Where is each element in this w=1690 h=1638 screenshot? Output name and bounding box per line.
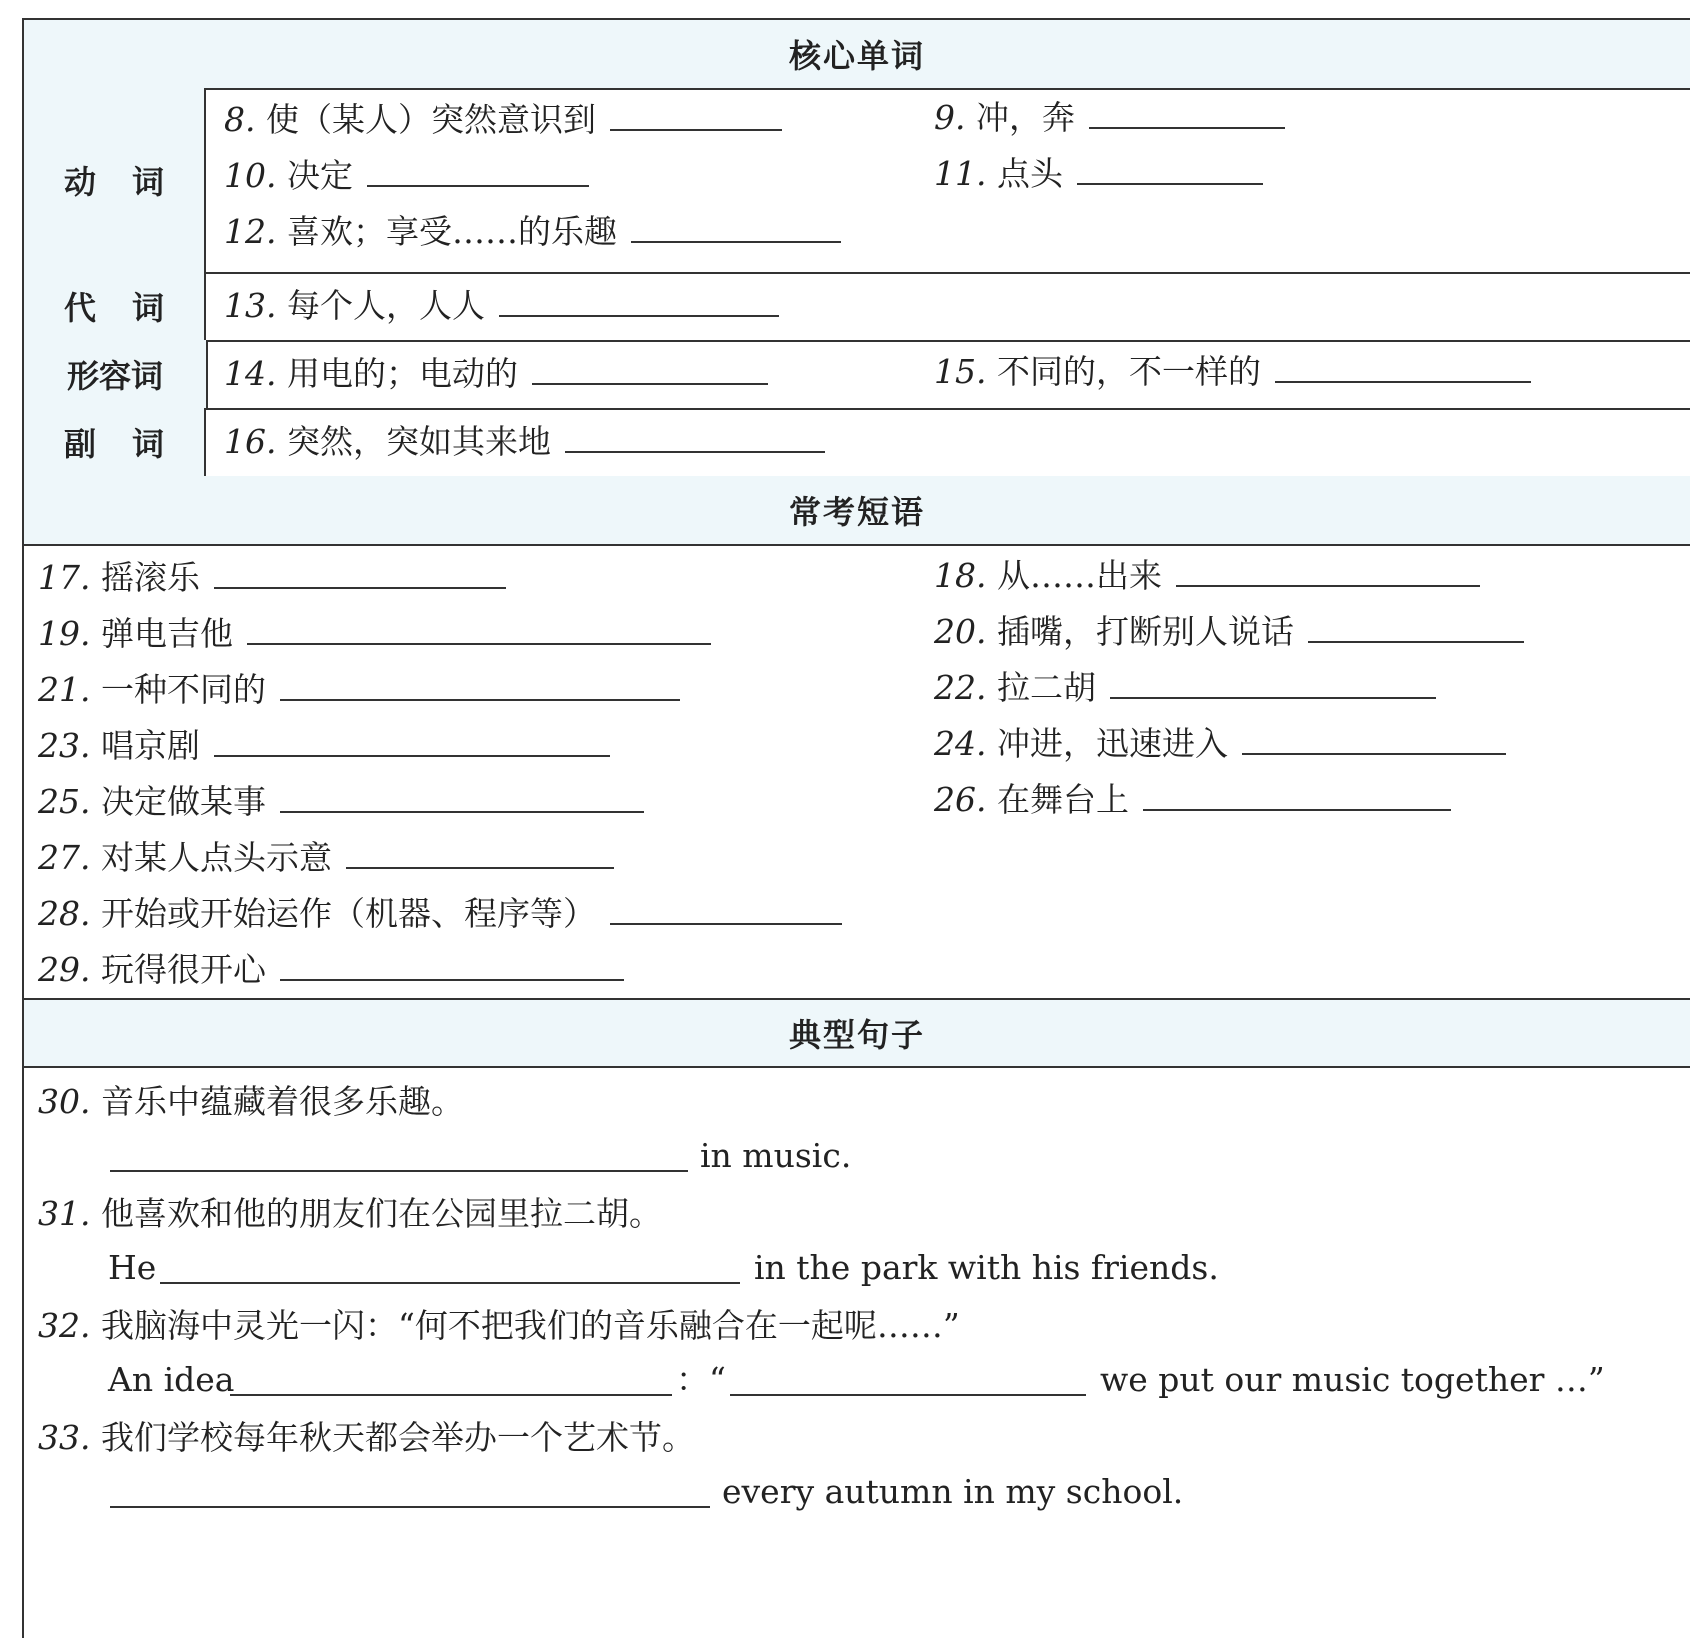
- item-number: 13.: [224, 286, 277, 325]
- answer-blank[interactable]: [160, 1282, 740, 1284]
- sentence-30-prompt: [38, 1082, 464, 1122]
- phrase-item-20: [934, 612, 1524, 652]
- item-number: 17.: [38, 558, 91, 597]
- answer-blank[interactable]: [214, 727, 610, 757]
- section-header-core: 核心单词: [24, 20, 1690, 90]
- phrase-item-25: [38, 782, 644, 822]
- item-text: 从……出来: [996, 556, 1162, 595]
- item-text: 冲进，迅速进入: [996, 724, 1228, 763]
- answer-blank[interactable]: [1308, 613, 1524, 643]
- item-number: 11.: [934, 154, 987, 193]
- item-number: 21.: [38, 670, 91, 709]
- phrase-item-19: [38, 614, 711, 654]
- phrase-item-23: [38, 726, 610, 766]
- answer-blank[interactable]: [565, 423, 825, 453]
- item-text: 拉二胡: [996, 668, 1096, 707]
- item-number: 32.: [38, 1306, 91, 1345]
- phrase-item-22: [934, 668, 1436, 708]
- phrase-item-17: [38, 558, 506, 598]
- item-number: 9.: [934, 98, 966, 137]
- item-text: 用电的；电动的: [286, 354, 518, 393]
- item-text: 摇滚乐: [100, 558, 200, 597]
- item-number: 15.: [934, 352, 987, 391]
- word-item-13: [224, 286, 779, 326]
- answer-blank[interactable]: [346, 839, 614, 869]
- sentence-32-colon: ：“: [676, 1360, 726, 1399]
- category-adverb: 副词: [24, 408, 206, 476]
- section-header-sentences: 典型句子: [24, 1000, 1690, 1068]
- item-number: 12.: [224, 212, 277, 251]
- word-item-9: [934, 98, 1285, 138]
- answer-blank[interactable]: [1275, 353, 1531, 383]
- item-number: 18.: [934, 556, 987, 595]
- answer-blank[interactable]: [499, 287, 779, 317]
- answer-blank[interactable]: [532, 355, 768, 385]
- sentence-chinese: 我脑海中灵光一闪：“何不把我们的音乐融合在一起呢……”: [100, 1306, 960, 1345]
- answer-blank[interactable]: [1143, 781, 1451, 811]
- item-number: 23.: [38, 726, 91, 765]
- answer-blank[interactable]: [280, 783, 644, 813]
- sentence-chinese: 他喜欢和他的朋友们在公园里拉二胡。: [100, 1194, 662, 1233]
- item-number: 30.: [38, 1082, 91, 1121]
- answer-blank[interactable]: [1110, 669, 1436, 699]
- item-text: 决定做某事: [100, 782, 266, 821]
- category-adjective: 形容词: [24, 340, 208, 408]
- item-number: 29.: [38, 950, 91, 989]
- answer-blank[interactable]: [110, 1506, 710, 1508]
- section-header-phrases: 常考短语: [24, 476, 1690, 546]
- word-item-10: [224, 156, 589, 196]
- word-item-11: [934, 154, 1263, 194]
- item-text: 突然，突如其来地: [286, 422, 551, 461]
- item-text: 不同的，不一样的: [996, 352, 1261, 391]
- exercise-sheet: [22, 18, 1690, 1638]
- sentence-30-tail: in music.: [700, 1136, 852, 1175]
- answer-blank[interactable]: [110, 1170, 688, 1172]
- sentence-31-prompt: [38, 1194, 662, 1234]
- sentence-32-tail: we put our music together …”: [1100, 1360, 1605, 1399]
- sentence-32-prompt: [38, 1306, 960, 1346]
- phrase-item-26: [934, 780, 1451, 820]
- phrase-item-28: [38, 894, 842, 934]
- item-text: 决定: [286, 156, 353, 195]
- answer-blank[interactable]: [730, 1394, 1086, 1396]
- answer-blank[interactable]: [631, 213, 841, 243]
- answer-blank[interactable]: [610, 101, 782, 131]
- item-text: 一种不同的: [100, 670, 266, 709]
- item-text: 点头: [996, 154, 1063, 193]
- item-text: 唱京剧: [100, 726, 200, 765]
- item-number: 16.: [224, 422, 277, 461]
- item-text: 玩得很开心: [100, 950, 266, 989]
- word-item-8: [224, 100, 782, 140]
- sentence-chinese: 音乐中蕴藏着很多乐趣。: [100, 1082, 464, 1121]
- item-number: 20.: [934, 612, 987, 651]
- item-text: 冲，奔: [976, 98, 1075, 137]
- answer-blank[interactable]: [610, 895, 842, 925]
- item-number: 19.: [38, 614, 91, 653]
- item-number: 10.: [224, 156, 277, 195]
- item-number: 14.: [224, 354, 277, 393]
- sentence-31-head: He: [108, 1248, 157, 1287]
- answer-blank[interactable]: [367, 157, 589, 187]
- answer-blank[interactable]: [280, 671, 680, 701]
- answer-blank[interactable]: [247, 615, 711, 645]
- phrase-item-24: [934, 724, 1506, 764]
- phrase-item-21: [38, 670, 680, 710]
- answer-blank[interactable]: [230, 1394, 672, 1396]
- item-number: 24.: [934, 724, 987, 763]
- word-item-14: [224, 354, 768, 394]
- item-number: 27.: [38, 838, 91, 877]
- item-number: 26.: [934, 780, 987, 819]
- answer-blank[interactable]: [280, 951, 624, 981]
- answer-blank[interactable]: [1077, 155, 1263, 185]
- item-text: 弹电吉他: [100, 614, 233, 653]
- word-item-16: [224, 422, 825, 462]
- sentence-33-tail: every autumn in my school.: [722, 1472, 1184, 1511]
- item-text: 使（某人）突然意识到: [266, 100, 596, 139]
- sentence-chinese: 我们学校每年秋天都会举办一个艺术节。: [100, 1418, 695, 1457]
- sentence-33-prompt: [38, 1418, 695, 1458]
- item-text: 在舞台上: [996, 780, 1129, 819]
- item-number: 8.: [224, 100, 256, 139]
- item-number: 25.: [38, 782, 91, 821]
- word-item-12: [224, 212, 841, 252]
- answer-blank[interactable]: [1242, 725, 1506, 755]
- sentence-31-tail: in the park with his friends.: [754, 1248, 1219, 1287]
- item-text: 每个人，人人: [286, 286, 485, 325]
- phrase-item-29: [38, 950, 624, 990]
- item-text: 喜欢；享受……的乐趣: [286, 212, 617, 251]
- word-item-15: [934, 352, 1531, 392]
- phrase-item-18: [934, 556, 1480, 596]
- answer-blank[interactable]: [1089, 99, 1285, 129]
- item-number: 22.: [934, 668, 987, 707]
- item-number: 31.: [38, 1194, 91, 1233]
- item-number: 28.: [38, 894, 91, 933]
- category-verb: 动词: [24, 88, 206, 272]
- item-text: 插嘴，打断别人说话: [996, 612, 1294, 651]
- item-number: 33.: [38, 1418, 91, 1457]
- answer-blank[interactable]: [1176, 557, 1480, 587]
- phrase-item-27: [38, 838, 614, 878]
- item-text: 开始或开始运作（机器、程序等）: [100, 894, 596, 933]
- answer-blank[interactable]: [214, 559, 506, 589]
- sentence-32-head: An idea: [108, 1360, 235, 1399]
- item-text: 对某人点头示意: [100, 838, 332, 877]
- category-pronoun: 代词: [24, 272, 206, 340]
